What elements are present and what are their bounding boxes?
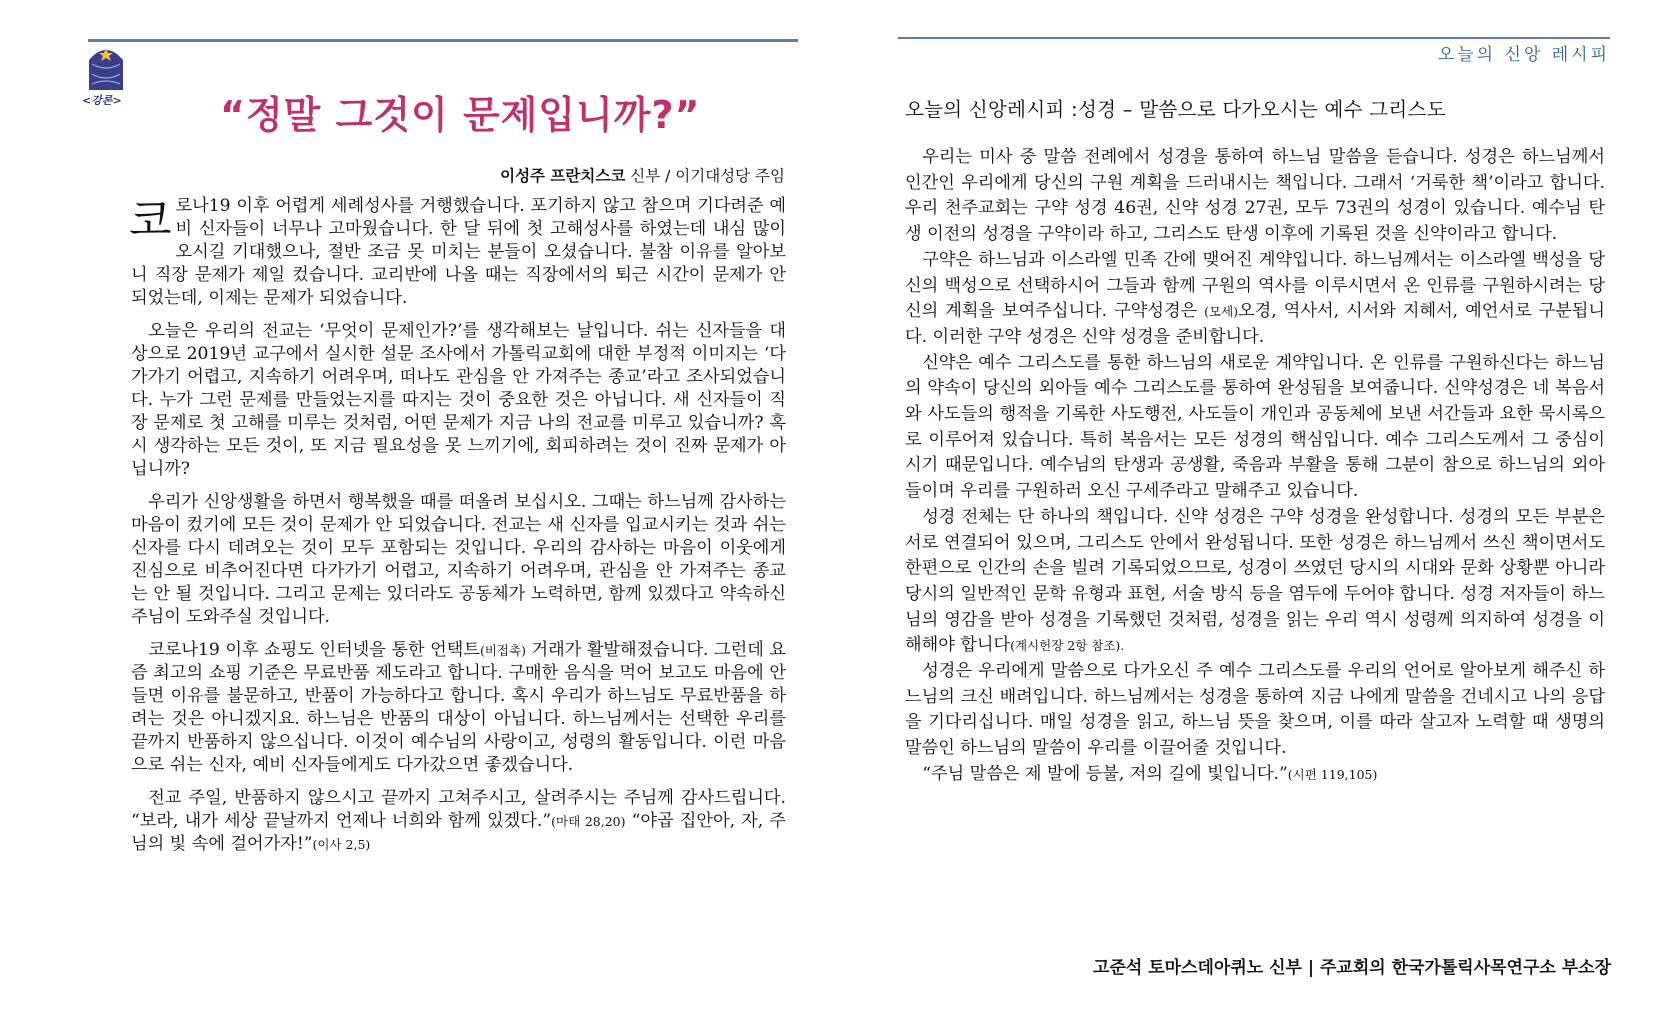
headline: “정말 그것이 문제입니까?” [220,93,701,137]
citation: (계시헌장 2항 참조). [1010,638,1125,654]
footnote-inline: (모세) [1204,304,1239,320]
paragraph-text: 전교 주일, 반품하지 않으시고 끝까지 고쳐주시고, 살려주시는 주님께 감사드립니다. “보라, 내가 세상 끝날까지 언제나 너희와 함께 있겠다.” [131,788,786,831]
paragraph-text: 성경 전체는 단 하나의 책입니다. 신약 성경은 구약 성경을 완성합니다. 성경의 모든 부분은 서로 연결되어 있으며, 그리스도 안에서 완성됩니다. 또한 성경은 하느님께서 쓰신 책이면서도 한편으로 인간의 손을 빌려 기록되었으므로, 성경이 쓰였던 당시의 시대와 문화 상황뿐 아니라 당시의 일반적인 문학 유형과 표현, 서술 방식 등을 염두에 두어야 합니다. 성경 저자들이 하느님의 영감을 받아 성경을 기록했던 것처럼, 성경을 읽는 우리 역시 성령께 의지하여 성경을 이해해야 합니다 [905,506,1605,656]
paragraph-text: “야곱 집안아, 자, 주님의 빛 속에 걸어가자!” [131,811,786,854]
paragraph: 신약은 예수 그리스도를 통한 하느님의 새로운 계약입니다. 온 인류를 구원하신다는 하느님의 약속이 당신의 외아들 예수 그리스도를 통하여 완성됨을 보여줍니다. 신약성경은 네 복음서와 사도들의 행적을 기록한 사도행전, 사도들이 개인과 공동체에 보낸 서간들과 요한 묵시록으로 이루어져 있습니다. 특히 복음서는 모든 성경의 핵심입니다. 예수 그리스도께서 그 중심이시기 때문입니다. 예수님의 탄생과 공생활, 죽음과 부활을 통해 그분이 참으로 하느님의 외아들이며 우리를 구원하러 오신 구세주라고 말해주고 있습니다. [905,352,1605,502]
drop-cap: 코 [129,195,172,246]
paragraph [905,505,1605,659]
author-role: 신부 / 이기대성당 주임 [625,167,785,185]
left-article-body [131,195,786,866]
right-top-rule [898,37,1610,39]
paragraph-text: 오경, 역사서, 시서와 지혜서, 예언서로 구분됩니다. 이러한 구약 성경은 신약 성경을 준비합니다. [905,301,1605,347]
paragraph-text: “주님 말씀은 제 발에 등불, 저의 길에 빛입니다.” [922,763,1288,784]
left-top-rule [88,39,798,42]
paragraph-text: 코로나19 이후 쇼핑도 인터넷을 통한 언택트 [148,640,480,660]
paragraph-text: 구약은 하느님과 이스라엘 민족 간에 맺어진 계약입니다. 하느님께서는 이스라엘 백성을 당신의 백성으로 선택하시어 그들과 함께 구원의 역사를 이루시면서 온 인류를 구원하시려는 당신의 계획을 보여주십니다. 구약성경은 [905,249,1605,322]
logo-label: <강론> [82,94,122,107]
section-rubric: 오늘의 신앙 레시피 [1437,45,1610,65]
author-signature: 고준석 토마스데아퀴노 신부 | 주교회의 한국가톨릭사목연구소 부소장 [1093,958,1611,978]
paragraph: 우리가 신앙생활을 하면서 행복했을 때를 떠올려 보십시오. 그때는 하느님께 감사하는 마음이 컸기에 모든 것이 문제가 안 되었습니다. 전교는 새 신자를 입교시키는 것과 쉬는 신자를 다시 데려오는 것이 모두 포함되는 것입니다. 우리의 감사하는 마음이 이웃에게 진심으로 비추어진다면 다가가기 어렵고, 지속하기 어려우며, 관심을 안 가져주는 종교는 안 될 것입니다. 그리고 문제는 있더라도 공동체가 노력하면, 함께 있겠다고 약속하신 주님이 도와주실 것입니다. [131,492,786,627]
citation: (마태 28,20) [551,814,626,829]
paragraph [131,639,786,777]
footnote-inline: (비접촉) [479,643,526,658]
citation: (이사 2,5) [312,837,371,852]
paragraph: 우리는 미사 중 말씀 전례에서 성경을 통하여 하느님 말씀을 듣습니다. 성경은 하느님께서 인간인 우리에게 당신의 구원 계획을 드러내시는 책입니다. 그래서 ‘거룩한 책’이라고 합니다. 우리 천주교회는 구약 성경 46권, 신약 성경 27권, 모두 73권의 성경이 있습니다. 예수님 탄생 이전의 성경을 구약이라 하고, 그리스도 탄생 이후에 기록된 것을 신약이라고 합니다. [905,147,1605,245]
paragraph-text: 거래가 활발해졌습니다. 그런데 요즘 최고의 쇼핑 기준은 무료반품 제도라고 합니다. 구매한 음식을 먹어 보고도 마음에 안 들면 이유를 불문하고, 반품이 가능하다고 합니다. 혹시 우리가 하느님도 무료반품을 하려는 것은 아니겠지요. 하느님은 반품의 대상이 아닙니다. 하느님께서는 선택한 우리를 끝까지 반품하지 않으십니다. 이것이 예수님의 사랑이고, 성령의 활동입니다. 이런 마음으로 쉬는 신자, 예비 신자들에게도 다가갔으면 좋겠습니다. [131,640,786,775]
paragraph: 오늘은 우리의 전교는 ‘무엇이 문제인가?’를 생각해보는 날입니다. 쉬는 신자들을 대상으로 2019년 교구에서 실시한 설문 조사에서 가톨릭교회에 대한 부정적 이미지는 ‘다가가기 어렵고, 지속하기 어려우며, 떠나도 관심을 안 가져주는 종교’라고 조사되었습니다. 누가 그런 문제를 만들었는지를 따지는 것이 중요한 것은 아닙니다. 새 신자들이 직장 문제로 첫 고해를 미루는 것처럼, 어떤 문제가 지금 나의 전교를 미루고 있습니까? 혹시 생각하는 모든 것이, 또 지금 필요성을 못 느끼기에, 회피하려는 것이 진짜 문제가 아닙니까? [131,321,786,479]
paragraph: 성경은 우리에게 말씀으로 다가오신 주 예수 그리스도를 우리의 언어로 알아보게 해주신 하느님의 크신 배려입니다. 하느님께서는 성경을 통하여 지금 나에게 말씀을 건네시고 나의 응답을 기다리십니다. 매일 성경을 읽고, 하느님 뜻을 찾으며, 이를 따라 살고자 노력할 때 생명의 말씀인 하느님의 말씀이 우리를 이끌어줄 것입니다. [905,661,1605,759]
paragraph [905,248,1605,351]
right-article-title: 오늘의 신앙레시피 :성경 – 말씀으로 다가오시는 예수 그리스도 [905,98,1446,121]
citation: (시편 119,105) [1287,766,1378,782]
homily-logo [82,42,126,116]
byline-left [500,164,785,186]
right-article-body [905,145,1605,788]
paragraph [131,787,786,856]
paragraph [905,762,1605,788]
paragraph [131,195,786,310]
paragraph-text: 로나19 이후 어렵게 세례성사를 거행했습니다. 포기하지 않고 참으며 기다려준 예비 신자들이 너무나 고마웠습니다. 한 달 뒤에 첫 고해성사를 하였는데 내심 많이 오시길 기대했으나, 절반 조금 못 미치는 분들이 오셨습니다. 불참 이유를 알아보니 직장 문제가 제일 컸습니다. 교리반에 나올 때는 직장에서의 퇴근 시간이 문제가 안 되었는데, 이제는 문제가 되었습니다. [131,196,786,308]
author-name: 이성주 프란치스코 [500,167,626,185]
